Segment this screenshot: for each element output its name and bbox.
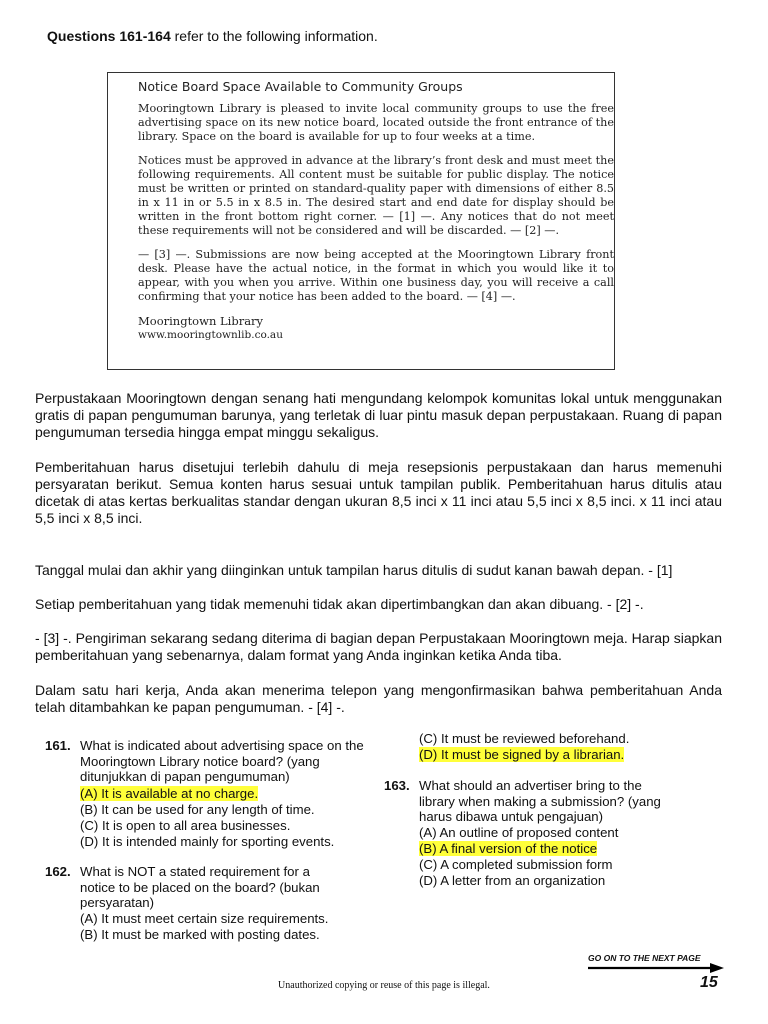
translation-paragraph-2: Pemberitahuan harus disetujui terlebih dahulu di meja resepsionis perpustakaan dan harus memenuhi persyaratan berikut. Semua konten harus sesuai untuk tampilan publik. Pemberitahuan harus ditulis atau dicetak di atas kertas berkualitas standar dengan ukuran 8,5 inci x 11 inci atau 5,5 inci x 8,5 inci. x 11 inci atau 5,5 inci x 8,5 inci. xyxy=(35,459,722,526)
copyright-notice: Unauthorized copying or reuse of this page is illegal. xyxy=(278,980,490,991)
page-number: 15 xyxy=(700,974,718,991)
answer-option-d-label: (D) It must be signed by a librarian. xyxy=(419,747,625,762)
answer-option-c[interactable]: (C) It must be reviewed beforehand. xyxy=(419,731,630,746)
translation-paragraph-4: Setiap pemberitahuan yang tidak memenuhi tidak akan dipertimbangkan dan akan dibuang. - [2] -. xyxy=(35,596,644,612)
questions-header xyxy=(47,28,378,44)
answer-option-a[interactable]: (A) It must meet certain size requirements. xyxy=(80,911,329,926)
answer-option-a[interactable] xyxy=(80,786,258,802)
questions-header-rest: refer to the following information. xyxy=(170,28,378,44)
translation-paragraph-6: Dalam satu hari kerja, Anda akan menerima telepon yang mengonfirmasikan bahwa pemberitahuan Anda telah ditambahkan ke papan pengumuman. - [4] -. xyxy=(35,682,722,715)
notice-title: Notice Board Space Available to Community Groups xyxy=(138,79,463,94)
translation-paragraph-3: Tanggal mulai dan akhir yang diinginkan untuk tampilan harus ditulis di sudut kanan bawah depan. - [1] xyxy=(35,562,673,578)
notice-box xyxy=(107,72,615,370)
translation-paragraph-5: - [3] -. Pengiriman sekarang sedang diterima di bagian depan Perpustakaan Mooringtown meja. Harap siapkan pemberitahuan yang sebenarnya, dalam format yang Anda inginkan ketika Anda tiba. xyxy=(35,630,722,663)
questions-range: Questions 161-164 xyxy=(47,28,171,44)
answer-option-b[interactable]: (B) It can be used for any length of time. xyxy=(80,802,315,817)
question-text: What is indicated about advertising space on the Mooringtown Library notice board? (yang ditunjukkan di papan pengumuman) xyxy=(80,738,364,784)
translation-paragraph-1: Perpustakaan Mooringtown dengan senang hati mengundang kelompok komunitas lokal untuk menggunakan gratis di papan pengumuman barunya, yang terletak di luar pintu masuk depan perpustakaan. Ruang di papan pengumuman tersedia hingga empat minggu sekaligus. xyxy=(35,390,722,440)
answer-option-c[interactable]: (C) It is open to all area businesses. xyxy=(80,818,291,833)
answer-option-a[interactable]: (A) An outline of proposed content xyxy=(419,825,619,840)
answer-option-b[interactable] xyxy=(419,841,597,857)
answer-option-a-label: (A) It is available at no charge. xyxy=(80,786,259,801)
notice-paragraph-3: — [3] —. Submissions are now being accepted at the Mooringtown Library front desk. Please have the actual notice, in the format in which you would like it to appear, with you when you arrive. Within one business day, you will receive a call confirming that your notice has been added to the board. — [4] —. xyxy=(138,248,614,303)
notice-url: www.mooringtownlib.co.au xyxy=(138,329,283,341)
answer-option-d[interactable] xyxy=(419,747,624,763)
notice-paragraph-2: Notices must be approved in advance at the library’s front desk and must meet the following requirements. All content must be suitable for public display. The notice must be written or printed on standard-quality paper with dimensions of either 8.5 in x 11 in or 5.5 in x 8.5 in. The desired start and end date for display should be written in the front bottom right corner. — [1] —. Any notices that do not meet these requirements will not be considered and will be discarded. — [2] —. xyxy=(138,154,614,237)
question-text: What should an advertiser bring to the library when making a submission? (yang harus dibawa untuk pengajuan) xyxy=(419,778,661,824)
answer-option-b-label: (B) A final version of the notice xyxy=(419,841,598,856)
question-number: 163. xyxy=(384,778,410,793)
question-number: 161. xyxy=(45,738,71,753)
notice-signature: Mooringtown Library xyxy=(138,314,264,328)
question-number: 162. xyxy=(45,864,71,879)
question-text: What is NOT a stated requirement for a notice to be placed on the board? (bukan persyaratan) xyxy=(80,864,320,910)
answer-option-d[interactable]: (D) A letter from an organization xyxy=(419,873,606,888)
answer-option-c[interactable]: (C) A completed submission form xyxy=(419,857,613,872)
answer-option-b[interactable]: (B) It must be marked with posting dates. xyxy=(80,927,320,942)
answer-option-d[interactable]: (D) It is intended mainly for sporting events. xyxy=(80,834,335,849)
notice-paragraph-1: Mooringtown Library is pleased to invite local community groups to use the free advertising space on its new notice board, located outside the front entrance of the library. Space on the board is available for up to four weeks at a time. xyxy=(138,102,614,143)
go-on-label: GO ON TO THE NEXT PAGE xyxy=(588,953,701,963)
right-arrow-icon xyxy=(588,963,724,973)
